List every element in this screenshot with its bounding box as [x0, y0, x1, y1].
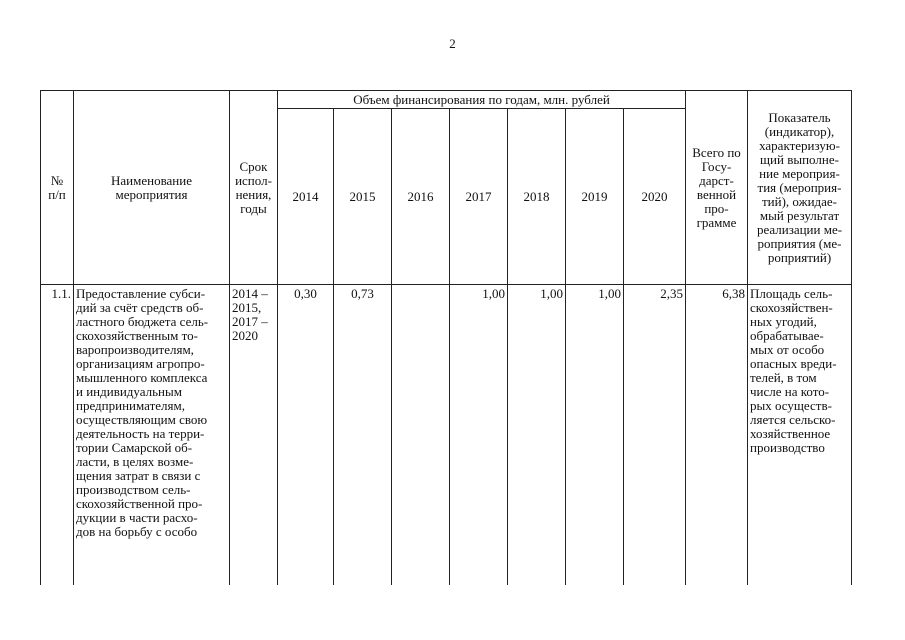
row-value-2014: 0,30: [278, 285, 334, 585]
table-row: [41, 285, 852, 585]
row-indicator: Площадь сель- скохозяйствен- ных угодий, обрабатывае- мых от особо опасных вреди- телей, в том числе на кото- рых осуществ- ляется сельско- хозяйственное производство: [748, 285, 852, 585]
header-year: 2018: [508, 109, 566, 285]
header-year: 2020: [624, 109, 686, 285]
header-year: 2019: [566, 109, 624, 285]
header-year: 2016: [392, 109, 450, 285]
row-num: 1.1.: [41, 285, 74, 585]
page-number: 2: [449, 36, 456, 51]
header-num: № п/п: [41, 91, 74, 285]
row-term: 2014 – 2015, 2017 – 2020: [230, 285, 278, 585]
row-value-2015: 0,73: [334, 285, 392, 585]
header-funding-title: Объем финансирования по годам, млн. рублей: [278, 91, 686, 109]
header-name: Наименование мероприятия: [74, 91, 230, 285]
header-year: 2014: [278, 109, 334, 285]
row-value-2018: 1,00: [508, 285, 566, 585]
row-total: 6,38: [686, 285, 748, 585]
row-name: Предоставление субси- дий за счёт средств об- ластного бюджета сель- скохозяйственным то- варопроизводителям, организациям агропро- мышленного комплекса и индивидуальным предпринимателям, осуществляющим свою деятельность на терри- тории Самарской об- ласти, в целях возме- щения затрат в связи с производством сель- скохозяйственной про- дукции в части расхо- дов на борьбу с особо: [74, 285, 230, 585]
row-value-2017: 1,00: [450, 285, 508, 585]
row-value-2020: 2,35: [624, 285, 686, 585]
row-value-2016: [392, 285, 450, 585]
financing-table: [40, 90, 852, 585]
header-indicator: Показатель (индикатор), характеризую- щий выполне- ние мероприя- тия (мероприя- тий), ожидае- мый результат реализации ме- роприятия (ме- роприятий): [748, 91, 852, 285]
header-year: 2015: [334, 109, 392, 285]
row-value-2019: 1,00: [566, 285, 624, 585]
header-row-1: [41, 91, 852, 109]
header-term: Срок испол- нения, годы: [230, 91, 278, 285]
header-total: Всего по Госу- дарст- венной про- грамме: [686, 91, 748, 285]
header-year: 2017: [450, 109, 508, 285]
